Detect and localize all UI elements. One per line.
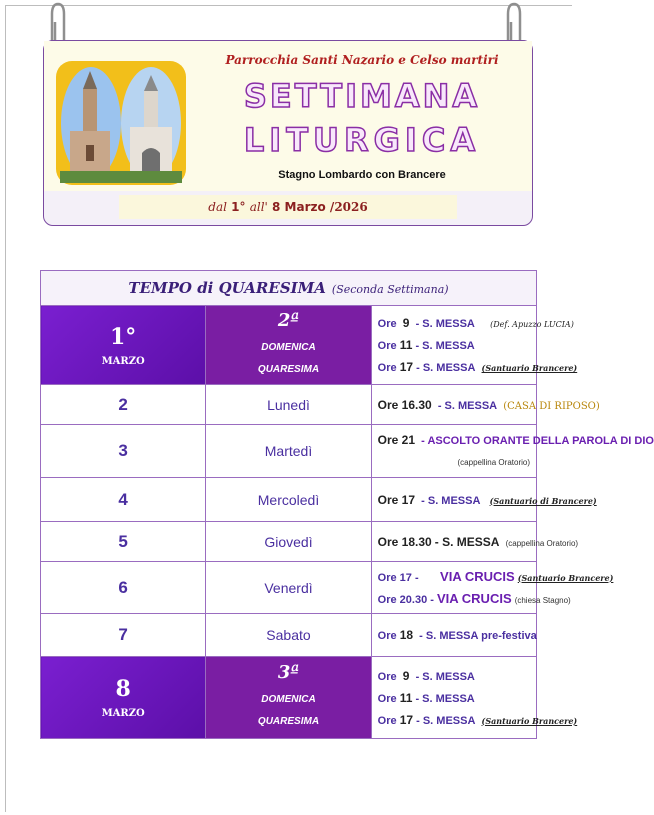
events-cell: Ore 16.30 - S. MESSA (CASA DI RIPOSO) (371, 385, 536, 425)
church-photo (56, 61, 186, 185)
table-row (41, 562, 537, 614)
table-row (41, 425, 537, 478)
place-name: Stagno Lombardo con Brancere (278, 169, 446, 181)
day-cell: Giovedì (206, 522, 371, 562)
schedule-table (40, 270, 654, 739)
date-cell: 3 (41, 425, 206, 478)
events-cell: Ore 17 - S. MESSA (Santuario di Brancere) (371, 478, 536, 522)
events-cell: Ore 9 - S. MESSA (Def. Apuzzo LUCIA) Ore 11 - S. MESSA Ore 17 - S. MESSA (Santuario Brancere) (371, 306, 536, 385)
title-line-1: SETTIMANA (243, 77, 481, 115)
day-cell: Mercoledì (206, 478, 371, 522)
table-row (41, 385, 537, 425)
day-cell: Sabato (206, 614, 371, 657)
day-cell: 2ª DOMENICA QUARESIMA (206, 306, 371, 385)
date-range: dal 1° all' 8 Marzo /2026 (119, 195, 457, 219)
day-cell: 3ª DOMENICA QUARESIMA (206, 657, 371, 739)
events-cell: Ore 18 - S. MESSA pre-festiva (371, 614, 536, 657)
day-cell: Martedì (206, 425, 371, 478)
table-row (41, 478, 537, 522)
season-title: TEMPO di QUARESIMA (Seconda Settimana) (41, 271, 537, 306)
table-row (41, 522, 537, 562)
date-cell: 2 (41, 385, 206, 425)
title-line-2: LITURGICA (243, 121, 481, 159)
header-box (43, 40, 533, 226)
date-cell: 1° MARZO (41, 306, 206, 385)
date-cell: 6 (41, 562, 206, 614)
day-cell: Lunedì (206, 385, 371, 425)
table-row (41, 614, 537, 657)
events-cell: Ore 17 - VIA CRUCIS (Santuario Brancere) Ore 20.30 - VIA CRUCIS (chiesa Stagno) (371, 562, 536, 614)
table-row (41, 306, 537, 385)
table-row (41, 657, 537, 739)
date-cell: 7 (41, 614, 206, 657)
events-cell: Ore 9 - S. MESSA Ore 11 - S. MESSA Ore 17 - S. MESSA (Santuario Brancere) (371, 657, 536, 739)
parish-name: Parrocchia Santi Nazario e Celso martiri (225, 53, 499, 67)
events-cell: Ore 18.30 - S. MESSA (cappellina Oratorio) (371, 522, 536, 562)
date-cell: 4 (41, 478, 206, 522)
events-cell: Ore 21 - ASCOLTO ORANTE DELLA PAROLA DI DIO (cappellina Oratorio) (371, 425, 536, 478)
date-cell: 8 MARZO (41, 657, 206, 739)
date-cell: 5 (41, 522, 206, 562)
day-cell: Venerdì (206, 562, 371, 614)
